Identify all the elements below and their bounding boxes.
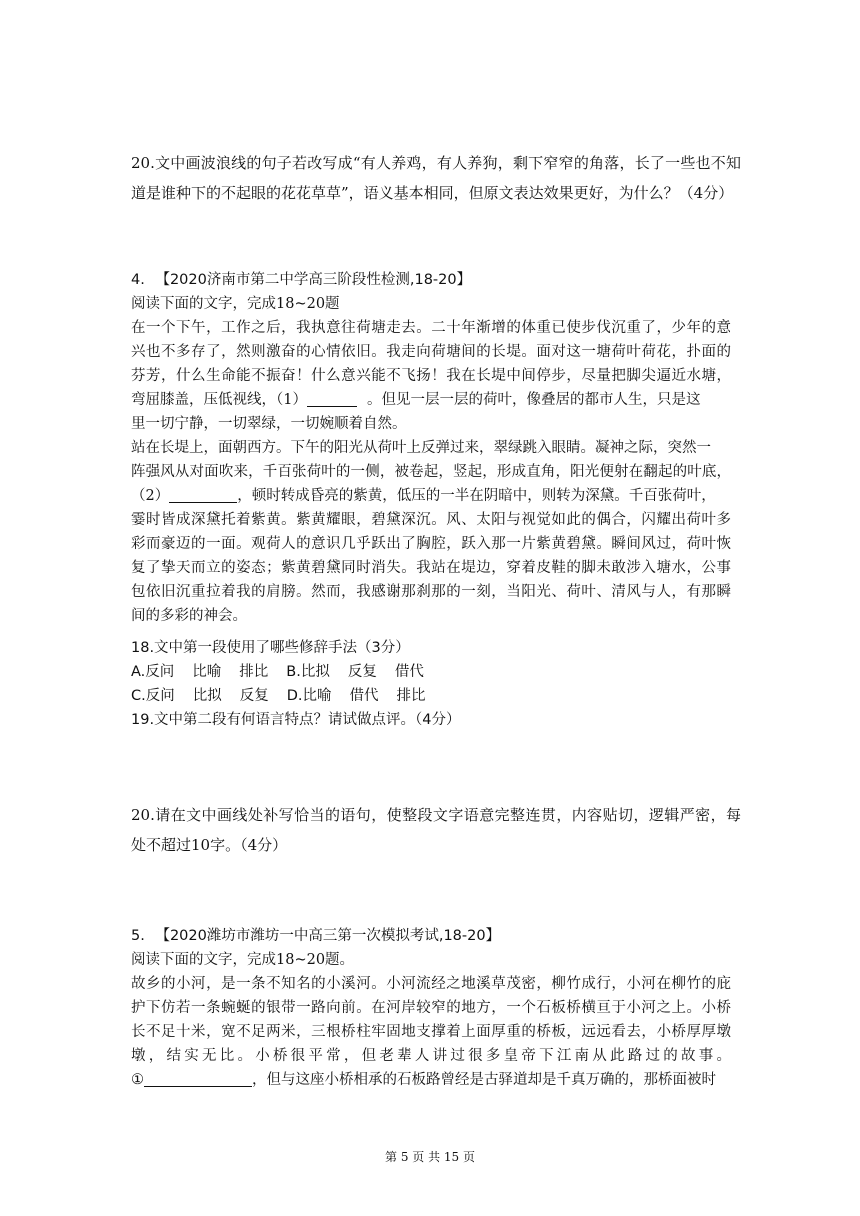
question-18-options-row2 [131, 684, 731, 708]
section-5-heading [131, 924, 731, 948]
section-5-instruction: 阅读下面的文字，完成18~20题。 [131, 952, 355, 968]
passage-line: 复了挚天而立的姿态；紫黄碧黛同时消失。我站在堤边，穿着皮鞋的脚未敢涉入塘水，公事 [131, 560, 731, 576]
passage-text: （2） [131, 488, 170, 504]
option-text: 反复 [239, 688, 269, 704]
option-a[interactable]: A.反问 [131, 664, 175, 680]
option-text: 借代 [349, 688, 379, 704]
question-18: 18.文中第一段使用了哪些修辞手法（3分） [131, 640, 410, 656]
passage-text: ，顿时转成昏亮的紫黄，低压的一半在阴暗中，则转为深黛。千百张荷叶， [237, 488, 716, 504]
page-footer: 第 5 页 共 15 页 [385, 1150, 475, 1164]
section-5-number: 5. [131, 928, 145, 944]
section-4-heading [131, 268, 731, 292]
question-18-options-row1 [131, 660, 731, 684]
question-20-line1: 20.请在文中画线处补写恰当的语句，使整段文字语意完整连贯，内容贴切，逻辑严密，每 [131, 806, 741, 824]
passage-text: ，但与这座小桥相承的石板路曾经是古驿道却是千真万确的，那桥面被时 [252, 1072, 716, 1088]
passage-text: 弯屈膝盖，压低视线，（1） [131, 392, 307, 408]
passage-line: 霎时皆成深黛托着紫黄。紫黄耀眼，碧黛深沉。风、太阳与视觉如此的偶合，闪耀出荷叶多 [131, 512, 731, 528]
option-b[interactable]: B.比拟 [286, 664, 330, 680]
section-4-source: 【2020济南市第二中学高三阶段性检测,18-20】 [155, 272, 472, 288]
question-20-prev-line2: 道是谁种下的不起眼的花花草草”，语义基本相同，但原文表达效果更好，为什么？（4分） [131, 184, 734, 202]
option-text: 排比 [396, 688, 426, 704]
passage-line: 在一个下午，工作之后，我执意往荷塘走去。二十年渐增的体重已使步伐沉重了，少年的意 [131, 320, 731, 336]
passage-line: 故乡的小河，是一条不知名的小溪河。小河流经之地溪草茂密，柳竹成行，小河在柳竹的庇 [131, 976, 731, 992]
passage-line: 墩，结实无比。小桥很平常，但老辈人讲过很多皇帝下江南从此路过的故事。 [131, 1048, 731, 1064]
question-20 [131, 800, 741, 860]
answer-blank-2[interactable] [169, 486, 237, 503]
passage-line: 护下仿若一条蜿蜒的银带一路向前。在河岸较窄的地方，一个石板桥横亘于小河之上。小桥 [131, 1000, 731, 1016]
option-text: 借代 [394, 664, 424, 680]
passage-line: 阵强风从对面吹来，千百张荷叶的一侧，被卷起，竖起，形成直角，阳光便射在翻起的叶底， [131, 464, 731, 480]
passage-text: 。但见一层一层的荷叶，像叠居的都市人生，只是这 [366, 392, 701, 408]
answer-blank-1[interactable] [307, 390, 357, 407]
option-d[interactable]: D.比喻 [286, 688, 332, 704]
passage-line: 兴也不多存了，然则激奋的心情依旧。我走向荷塘间的长堤。面对这一塘荷叶荷花，扑面的 [131, 344, 731, 360]
option-text: 反复 [347, 664, 377, 680]
question-19: 19.文中第二段有何语言特点？请试做点评。（4分） [131, 712, 461, 728]
option-c[interactable]: C.反问 [131, 688, 175, 704]
passage-line-with-blank-3 [131, 1068, 731, 1092]
passage-line: 包依旧沉重拉着我的肩膀。然而，我感谢那刹那的一刻，当阳光、荷叶、清风与人，有那瞬 [131, 584, 731, 600]
section-4-instruction: 阅读下面的文字，完成18~20题 [131, 296, 340, 312]
question-20-prev [131, 148, 741, 208]
option-text: 比拟 [192, 688, 222, 704]
section-5-source: 【2020潍坊市潍坊一中高三第一次模拟考试,18-20】 [155, 928, 501, 944]
passage-line: 站在长堤上，面朝西方。下午的阳光从荷叶上反弹过来，翠绿跳入眼睛。凝神之际，突然一 [131, 440, 711, 456]
section-4-number: 4. [131, 272, 145, 288]
passage-line-with-blank-1 [131, 388, 731, 412]
passage-line: 芬芳，什么生命能不振奋！什么意兴能不飞扬！我在长堤中间停步，尽量把脚尖逼近水塘， [131, 368, 731, 384]
passage-line-with-blank-2 [131, 484, 731, 508]
answer-blank-3[interactable] [144, 1070, 252, 1087]
question-20-line2: 处不超过10字。（4分） [131, 836, 288, 854]
option-text: 比喻 [192, 664, 222, 680]
passage-line: 里一切宁静，一切翠绿，一切婉顺着自然。 [131, 416, 407, 432]
passage-line: 间的多彩的神会。 [131, 608, 247, 624]
passage-line: 长不足十米，宽不足两米，三根桥柱牢固地支撑着上面厚重的桥板，远远看去，小桥厚厚墩 [131, 1024, 731, 1040]
passage-text: ① [131, 1072, 144, 1088]
question-20-prev-line1: 20.文中画波浪线的句子若改写成“有人养鸡，有人养狗，剩下窄窄的角落，长了一些也不知 [131, 154, 741, 172]
passage-line: 彩而豪迈的一面。观荷人的意识几乎跃出了胸腔，跃入那一片紫黄碧黛。瞬间风过，荷叶恢 [131, 536, 731, 552]
option-text: 排比 [239, 664, 269, 680]
